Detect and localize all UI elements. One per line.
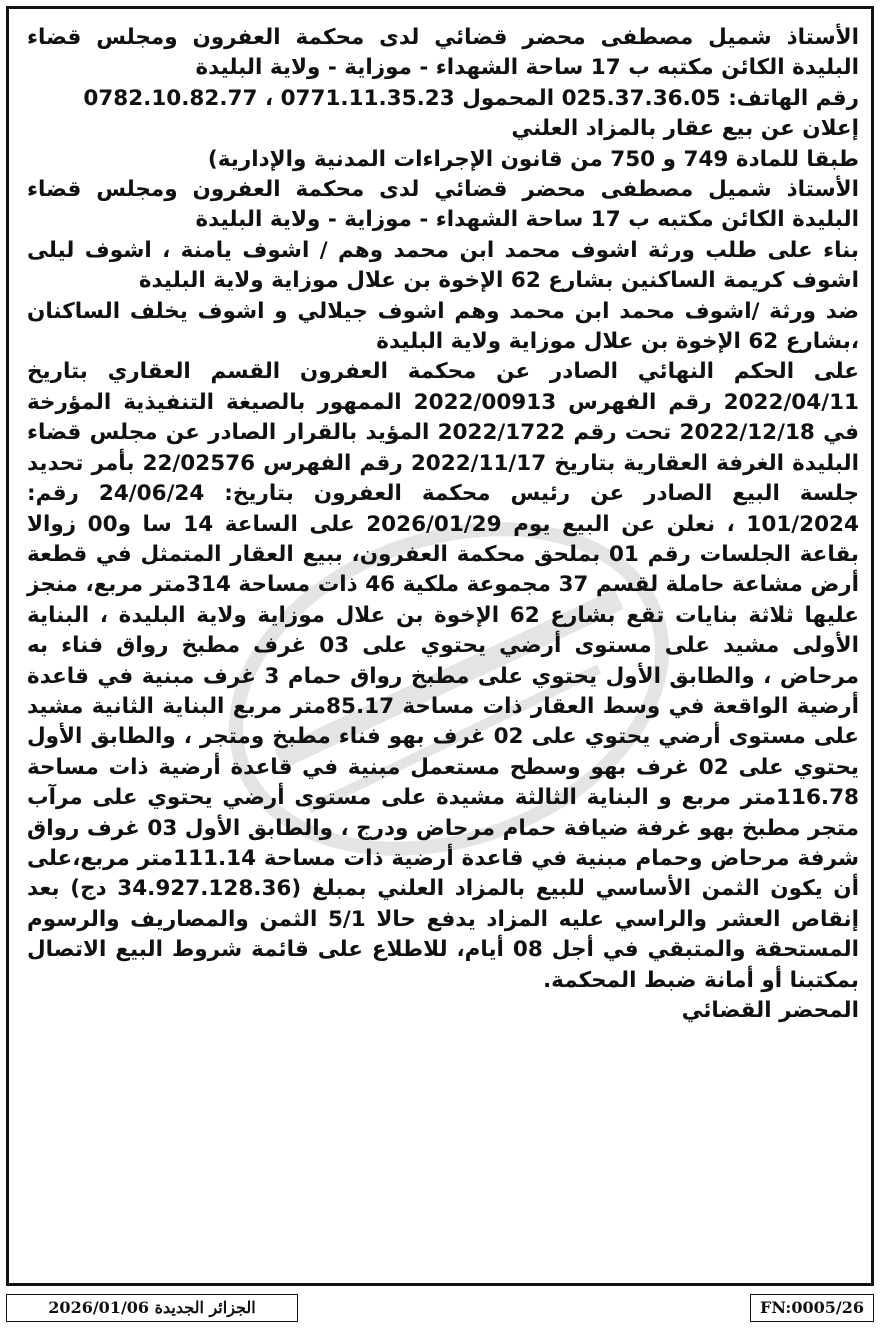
legal-basis: طبقا للمادة 749 و 750 من قانون الإجراءات المدنية والإدارية) xyxy=(207,146,859,172)
signature-title: المحضر القضائي xyxy=(681,998,859,1023)
defendants: ضد ورثة /اشوف محمد ابن محمد وهم اشوف جيلالي و اشوف يخلف الساكنان ،بشارع 62 الإخوة بن علال موزاية ولاية البليدة xyxy=(27,298,859,355)
newspaper-name: الجزائر الجديدة xyxy=(154,1298,256,1317)
publication-date: 2026/01/06 xyxy=(48,1298,150,1317)
notice-header: الأستاذ شميل مصطفى محضر قضائي لدى محكمة العفرون ومجلس قضاء البليدة الكائن مكتبه ب 17 ساحة الشهداء - موزاية - ولاية البليدة xyxy=(27,25,859,81)
plaintiffs: بناء على طلب ورثة اشوف محمد ابن محمد وهم / اشوف يامنة ، اشوف ليلى اشوف كريمة الساكنين بشارع 62 الإخوة بن علال موزاية ولاية البليدة xyxy=(27,237,859,294)
publication-info xyxy=(6,1294,298,1322)
auction-notice xyxy=(27,23,859,1026)
notice-frame xyxy=(6,6,874,1286)
notice-title: إعلان عن بيع عقار بالمزاد العلني xyxy=(511,116,859,142)
bailiff-intro: الأستاذ شميل مصطفى محضر قضائي لدى محكمة العفرون ومجلس قضاء البليدة الكائن مكتبه ب 17 ساحة الشهداء - موزاية - ولاية البليدة xyxy=(27,177,859,233)
reference-number: FN:0005/26 xyxy=(750,1294,874,1322)
sale-details: على الحكم النهائي الصادر عن محكمة العفرون القسم العقاري بتاريخ 2022/04/11 رقم الفهرس 2022/00913 الممهور بالصيغة التنفيذية المؤرخة في 2022/12/18 تحت رقم 2022/1722 المؤيد بالقرار الصادر عن مجلس قضاء البليدة الغرفة العقارية بتاريخ 2022/11/17 رقم الفهرس 22/02576 بأمر تحديد جلسة البيع الصادر عن رئيس محكمة العفرون بتاريخ: 24/06/24 رقم: 101/2024 ، نعلن عن البيع يوم 2026/01/29 على الساعة 14 سا و00 زوالا بقاعة الجلسات رقم 01 بملحق محكمة العفرون، ببيع العقار المتمثل في قطعة أرض مشاعة حاملة لقسم 37 مجموعة ملكية 46 ذات مساحة 314متر مربع، منجز عليها ثلاثة بنايات تقع بشارع 62 الإخوة بن علال موزاية ولاية البليدة ، البناية الأولى مشيد على مستوى أرضي يحتوي على 03 غرف مطبخ رواق فناء به مرحاض ، والطابق الأول يحتوي على مطبخ رواق حمام 3 غرف مبنية في قاعدة أرضية الواقعة في وسط العقار ذات مساحة 85.17متر مربع البناية الثانية مشيد على مستوى أرضي يحتوي على 02 غرف بهو فناء مطبخ ومتجر ، والطابق الأول يحتوي على 02 غرف بهو وسطح مستعمل مبنية في قاعدة أرضية ذات مساحة 116.78متر مربع و البناية الثالثة مشيدة على مستوى أرضي يحتوي على مرآب متجر مطبخ بهو غرفة ضيافة حمام مرحاض ودرج ، والطابق الأول 03 غرف رواق شرفة مرحاض وحمام مبنية في قاعدة أرضية ذات مساحة 111.14متر مربع،على أن يكون الثمن الأساسي للبيع بالمزاد العلني بمبلغ (34.927.128.36 دج) بعد إنقاص العشر والراسي عليه المزاد يدفع حالا 5/1 الثمن والمصاريف والرسوم المستحقة والمتبقي في أجل 08 أيام، للاطلاع على قائمة شروط البيع الاتصال بمكتبنا أو أمانة ضبط المحكمة. xyxy=(27,359,860,993)
phone-line: رقم الهاتف: 025.37.36.05 المحمول 0771.11.35.23 ، 0782.10.82.77 xyxy=(83,85,859,111)
